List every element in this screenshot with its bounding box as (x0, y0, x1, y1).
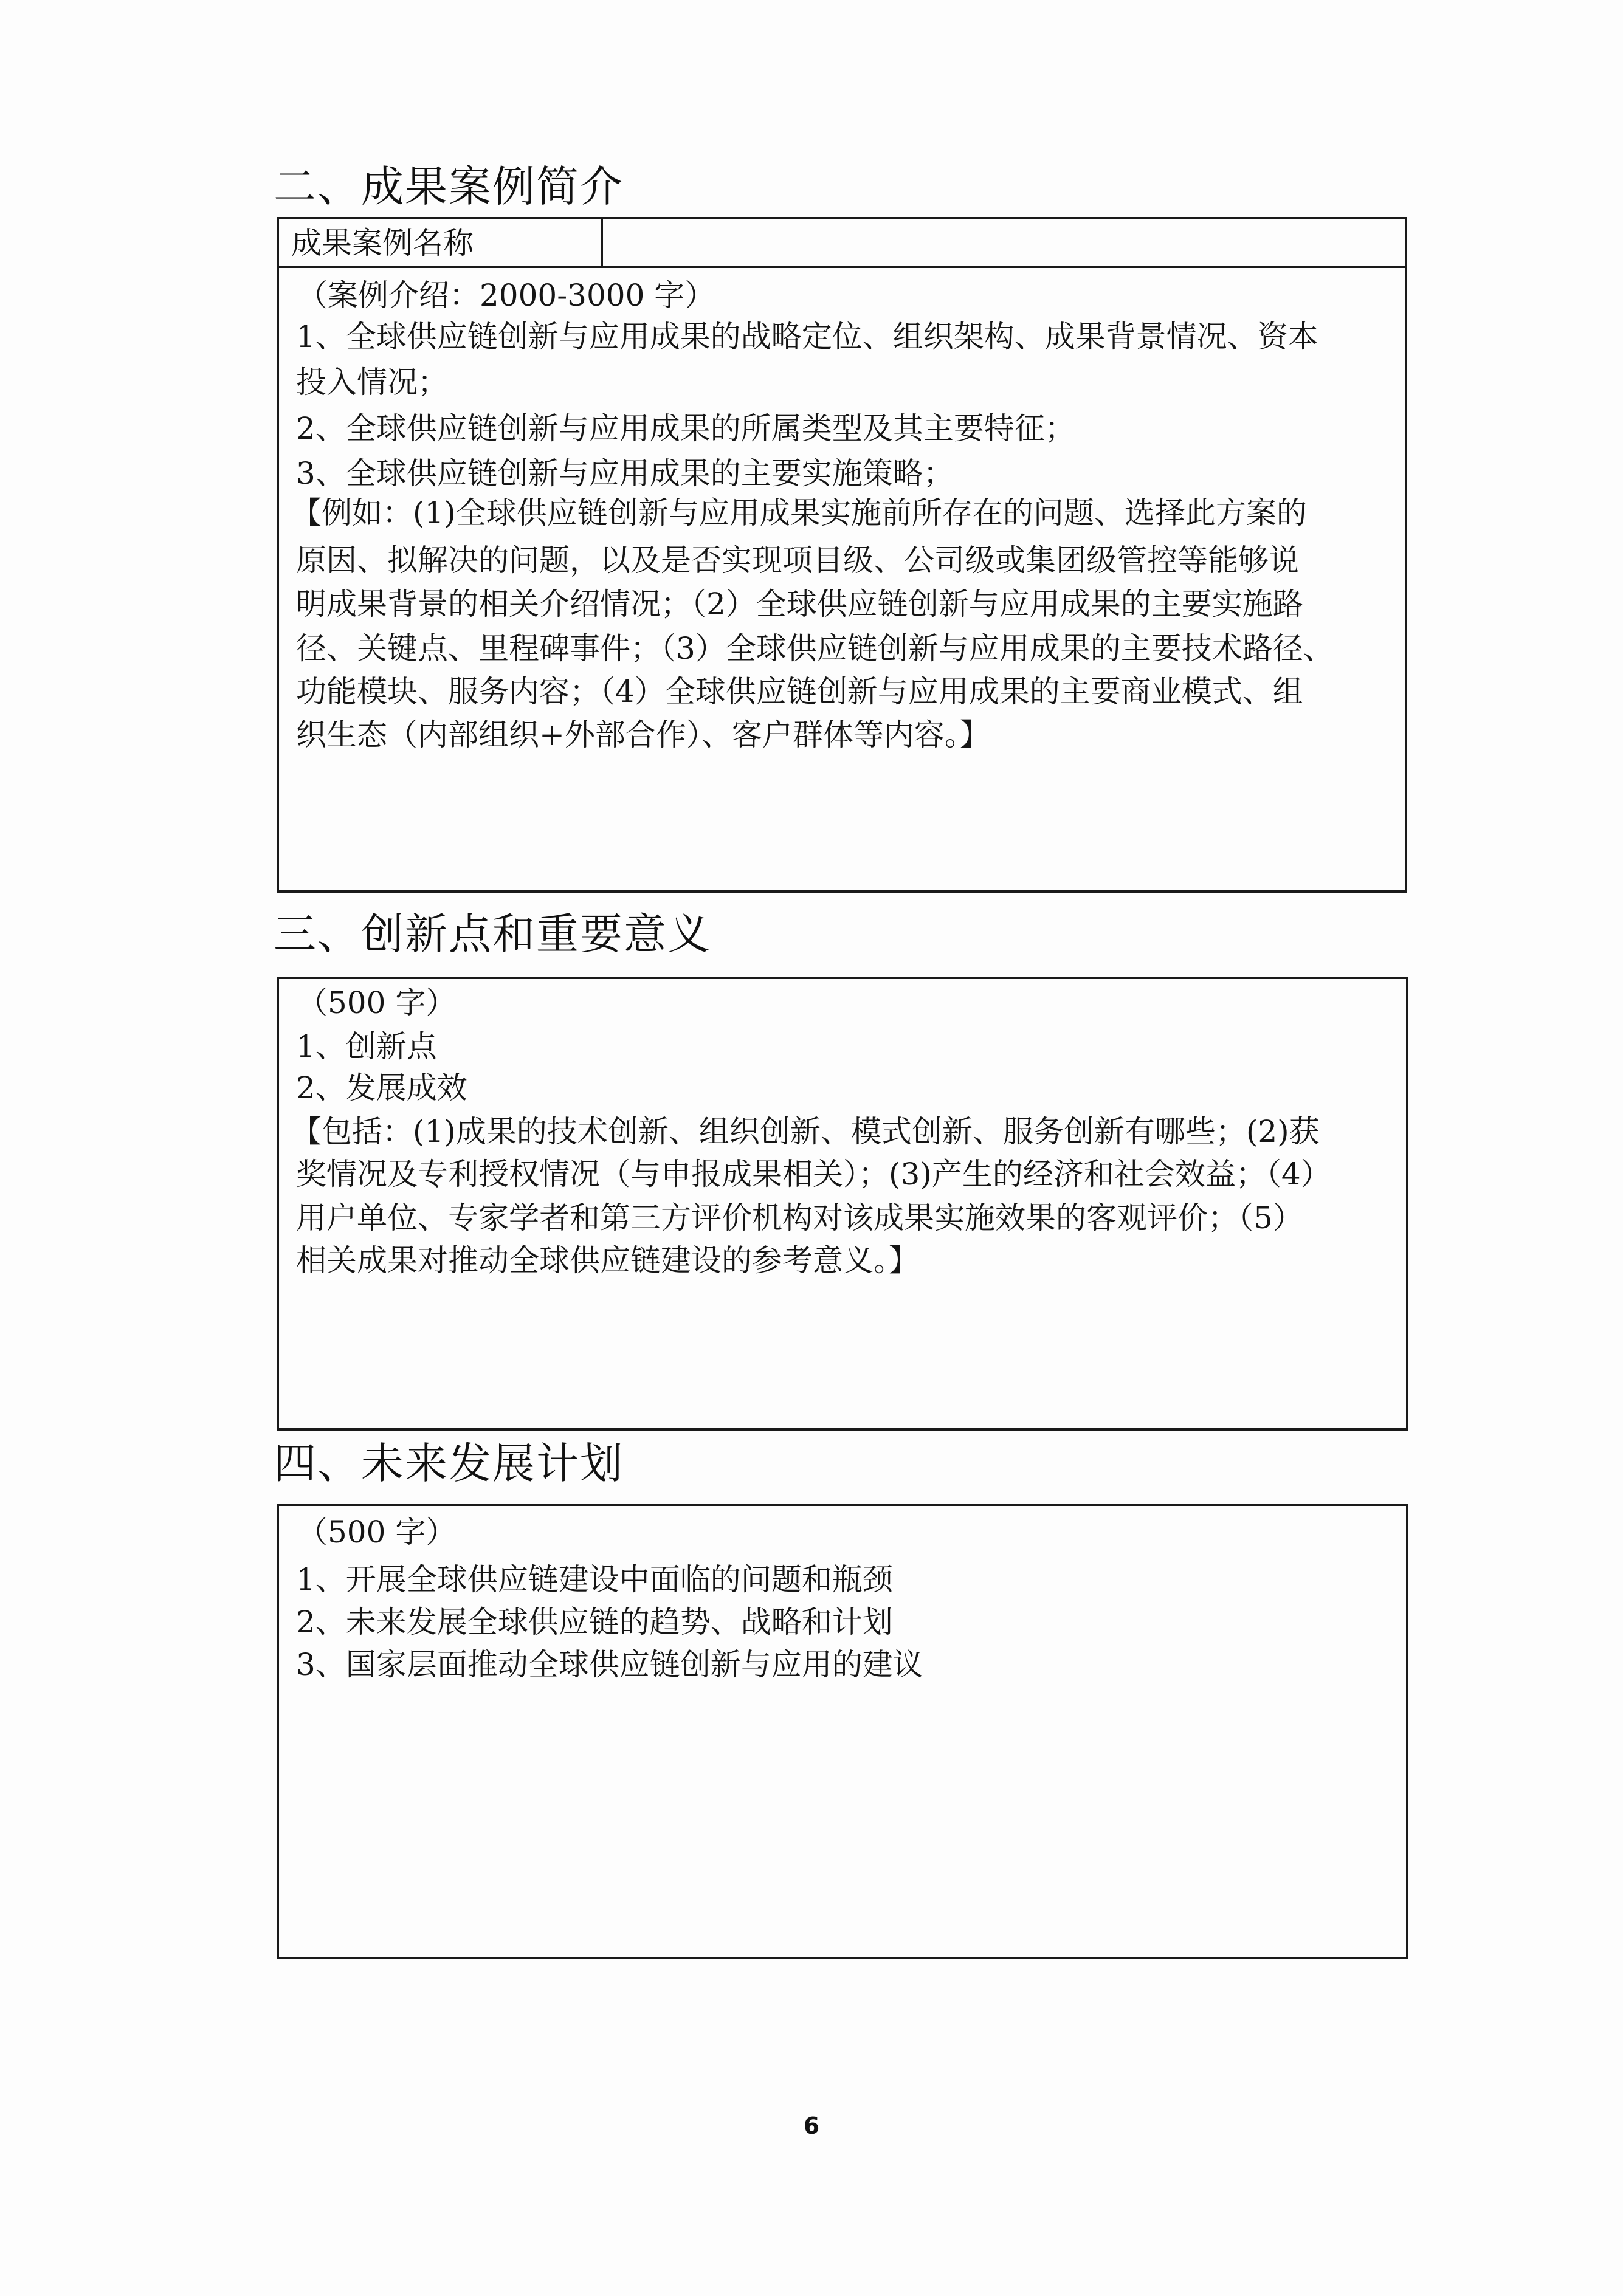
innovation-line: 1、创新点 (296, 1029, 437, 1064)
future-plan-line: （500 字） (297, 1514, 457, 1550)
case-intro-line: 织生态（内部组织+外部合作）、客户群体等内容。】 (296, 717, 990, 752)
case-intro-line: 1、全球供应链创新与应用成果的战略定位、组织架构、成果背景情况、资本 (296, 319, 1318, 354)
section-3-heading: 三、创新点和重要意义 (274, 909, 711, 959)
section-4-heading: 四、未来发展计划 (274, 1438, 624, 1488)
innovation-line: 奖情况及专利授权情况（与申报成果相关）；(3)产生的经济和社会效益；（4） (296, 1157, 1331, 1192)
case-name-label: 成果案例名称 (291, 225, 474, 261)
case-intro-line: 2、全球供应链创新与应用成果的所属类型及其主要特征； (296, 411, 1075, 446)
case-intro-line: 投入情况； (296, 365, 448, 400)
innovation-box (277, 977, 1408, 1431)
case-intro-line: 功能模块、服务内容；（4）全球供应链创新与应用成果的主要商业模式、组 (296, 674, 1303, 709)
section-2-heading: 二、成果案例简介 (274, 162, 624, 211)
case-intro-line: 原因、拟解决的问题，以及是否实现项目级、公司级或集团级管控等能够说 (296, 543, 1299, 578)
case-intro-line: 明成果背景的相关介绍情况；（2）全球供应链创新与应用成果的主要实施路 (296, 586, 1303, 622)
future-plan-line: 1、开展全球供应链建设中面临的问题和瓶颈 (296, 1562, 893, 1597)
future-plan-line: 2、未来发展全球供应链的趋势、战略和计划 (296, 1604, 893, 1640)
case-intro-line: 【例如：(1)全球供应链创新与应用成果实施前所存在的问题、选择此方案的 (291, 495, 1307, 531)
innovation-line: 用户单位、专家学者和第三方评价机构对该成果实施效果的客观评价；（5） (296, 1200, 1303, 1236)
cell-divider (601, 219, 603, 266)
innovation-line: 2、发展成效 (296, 1070, 467, 1105)
innovation-line: 【包括：(1)成果的技术创新、组织创新、模式创新、服务创新有哪些；(2)获 (291, 1114, 1320, 1149)
future-plan-line: 3、国家层面推动全球供应链创新与应用的建议 (296, 1647, 923, 1682)
case-intro-line: （案例介绍：2000-3000 字） (297, 278, 715, 313)
future-plan-box (277, 1504, 1408, 1959)
case-name-row (279, 219, 1405, 268)
innovation-line: 相关成果对推动全球供应链建设的参考意义。】 (296, 1243, 919, 1278)
page-number: 6 (803, 2112, 820, 2139)
innovation-line: （500 字） (297, 985, 457, 1020)
case-intro-line: 径、关键点、里程碑事件；（3）全球供应链创新与应用成果的主要技术路径、 (296, 631, 1334, 666)
case-intro-table (277, 217, 1407, 893)
case-intro-line: 3、全球供应链创新与应用成果的主要实施策略； (296, 456, 954, 491)
